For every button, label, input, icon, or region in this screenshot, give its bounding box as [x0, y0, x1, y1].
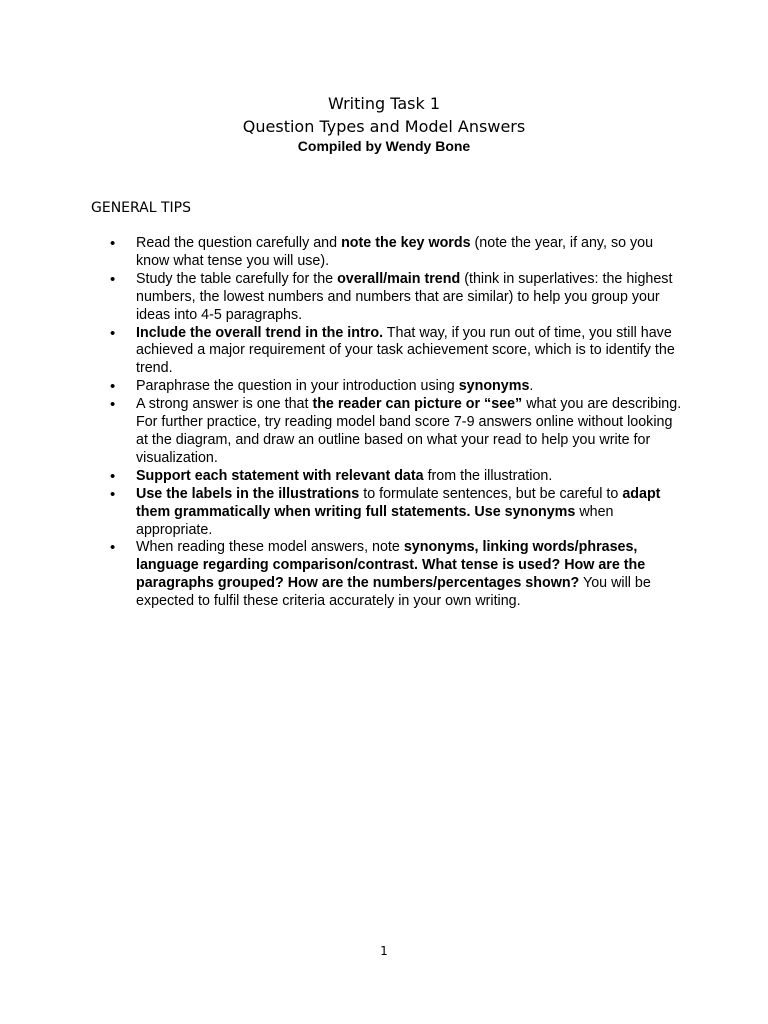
- document-title: Writing Task 1: [327, 94, 441, 113]
- tip-emphasis-text: note the key words: [341, 235, 471, 251]
- tip-emphasis-text: synonyms, linking words/phrases, language regarding comparison/contrast. What tense is used? How are the paragraphs grouped? How are the numbers/percentages shown?: [136, 539, 646, 592]
- general-tips-list: [108, 235, 683, 611]
- tip-text: Study the table carefully for the: [136, 270, 338, 287]
- tip-emphasis-text: overall/main trend: [337, 270, 461, 287]
- tip-text: to formulate sentences, but be careful to: [359, 485, 623, 502]
- tip-emphasis-text: adapt them grammatically when writing full statements. Use synonyms: [136, 485, 661, 520]
- tip-item: [108, 235, 683, 271]
- tip-text: from the illustration.: [423, 467, 553, 484]
- tip-emphasis-text: Support each statement with relevant data: [136, 467, 424, 484]
- tip-text: That way, if you run out of time, you still have achieved a major requirement of your task achievement score, which is to identify the trend.: [136, 324, 675, 377]
- tip-text: what you are describing. For further practice, try reading model band score 7-9 answers online without looking at the diagram, and draw an outline based on what your read to help you write for visualization.: [136, 396, 682, 466]
- tip-emphasis-text: Include the overall trend in the intro.: [136, 324, 384, 341]
- tip-text: A strong answer is one that: [136, 396, 313, 413]
- page-number: 1: [380, 944, 388, 958]
- tip-item: [108, 468, 683, 486]
- tip-item: [108, 325, 683, 379]
- document-subtitle: Question Types and Model Answers: [242, 117, 526, 136]
- tip-text: You will be expected to fulfil these criteria accurately in your own writing.: [136, 575, 651, 610]
- tip-text: Paraphrase the question in your introduction using: [136, 378, 459, 395]
- tip-item: [108, 396, 683, 468]
- tip-text: .: [529, 378, 534, 395]
- tip-item: [108, 539, 683, 611]
- tip-emphasis-text: Use the labels in the illustrations: [136, 485, 360, 502]
- tip-text: (note the year, if any, so you know what tense you will use).: [136, 235, 654, 269]
- tip-emphasis-text: synonyms: [458, 378, 530, 395]
- tip-emphasis-text: the reader can picture or “see”: [312, 396, 523, 413]
- document-byline: Compiled by Wendy Bone: [297, 138, 471, 154]
- section-heading-general-tips: GENERAL TIPS: [91, 200, 192, 216]
- tip-text: (think in superlatives: the highest numbers, the lowest numbers and numbers that are similar) to help you group your ideas into 4-5 paragraphs.: [136, 270, 673, 323]
- tip-item: [108, 486, 683, 540]
- tip-text: Read the question carefully and: [136, 235, 342, 251]
- tip-text: when appropriate.: [136, 503, 614, 538]
- tip-item: [108, 271, 683, 325]
- tip-text: When reading these model answers, note: [136, 539, 404, 556]
- tip-item: [108, 378, 683, 396]
